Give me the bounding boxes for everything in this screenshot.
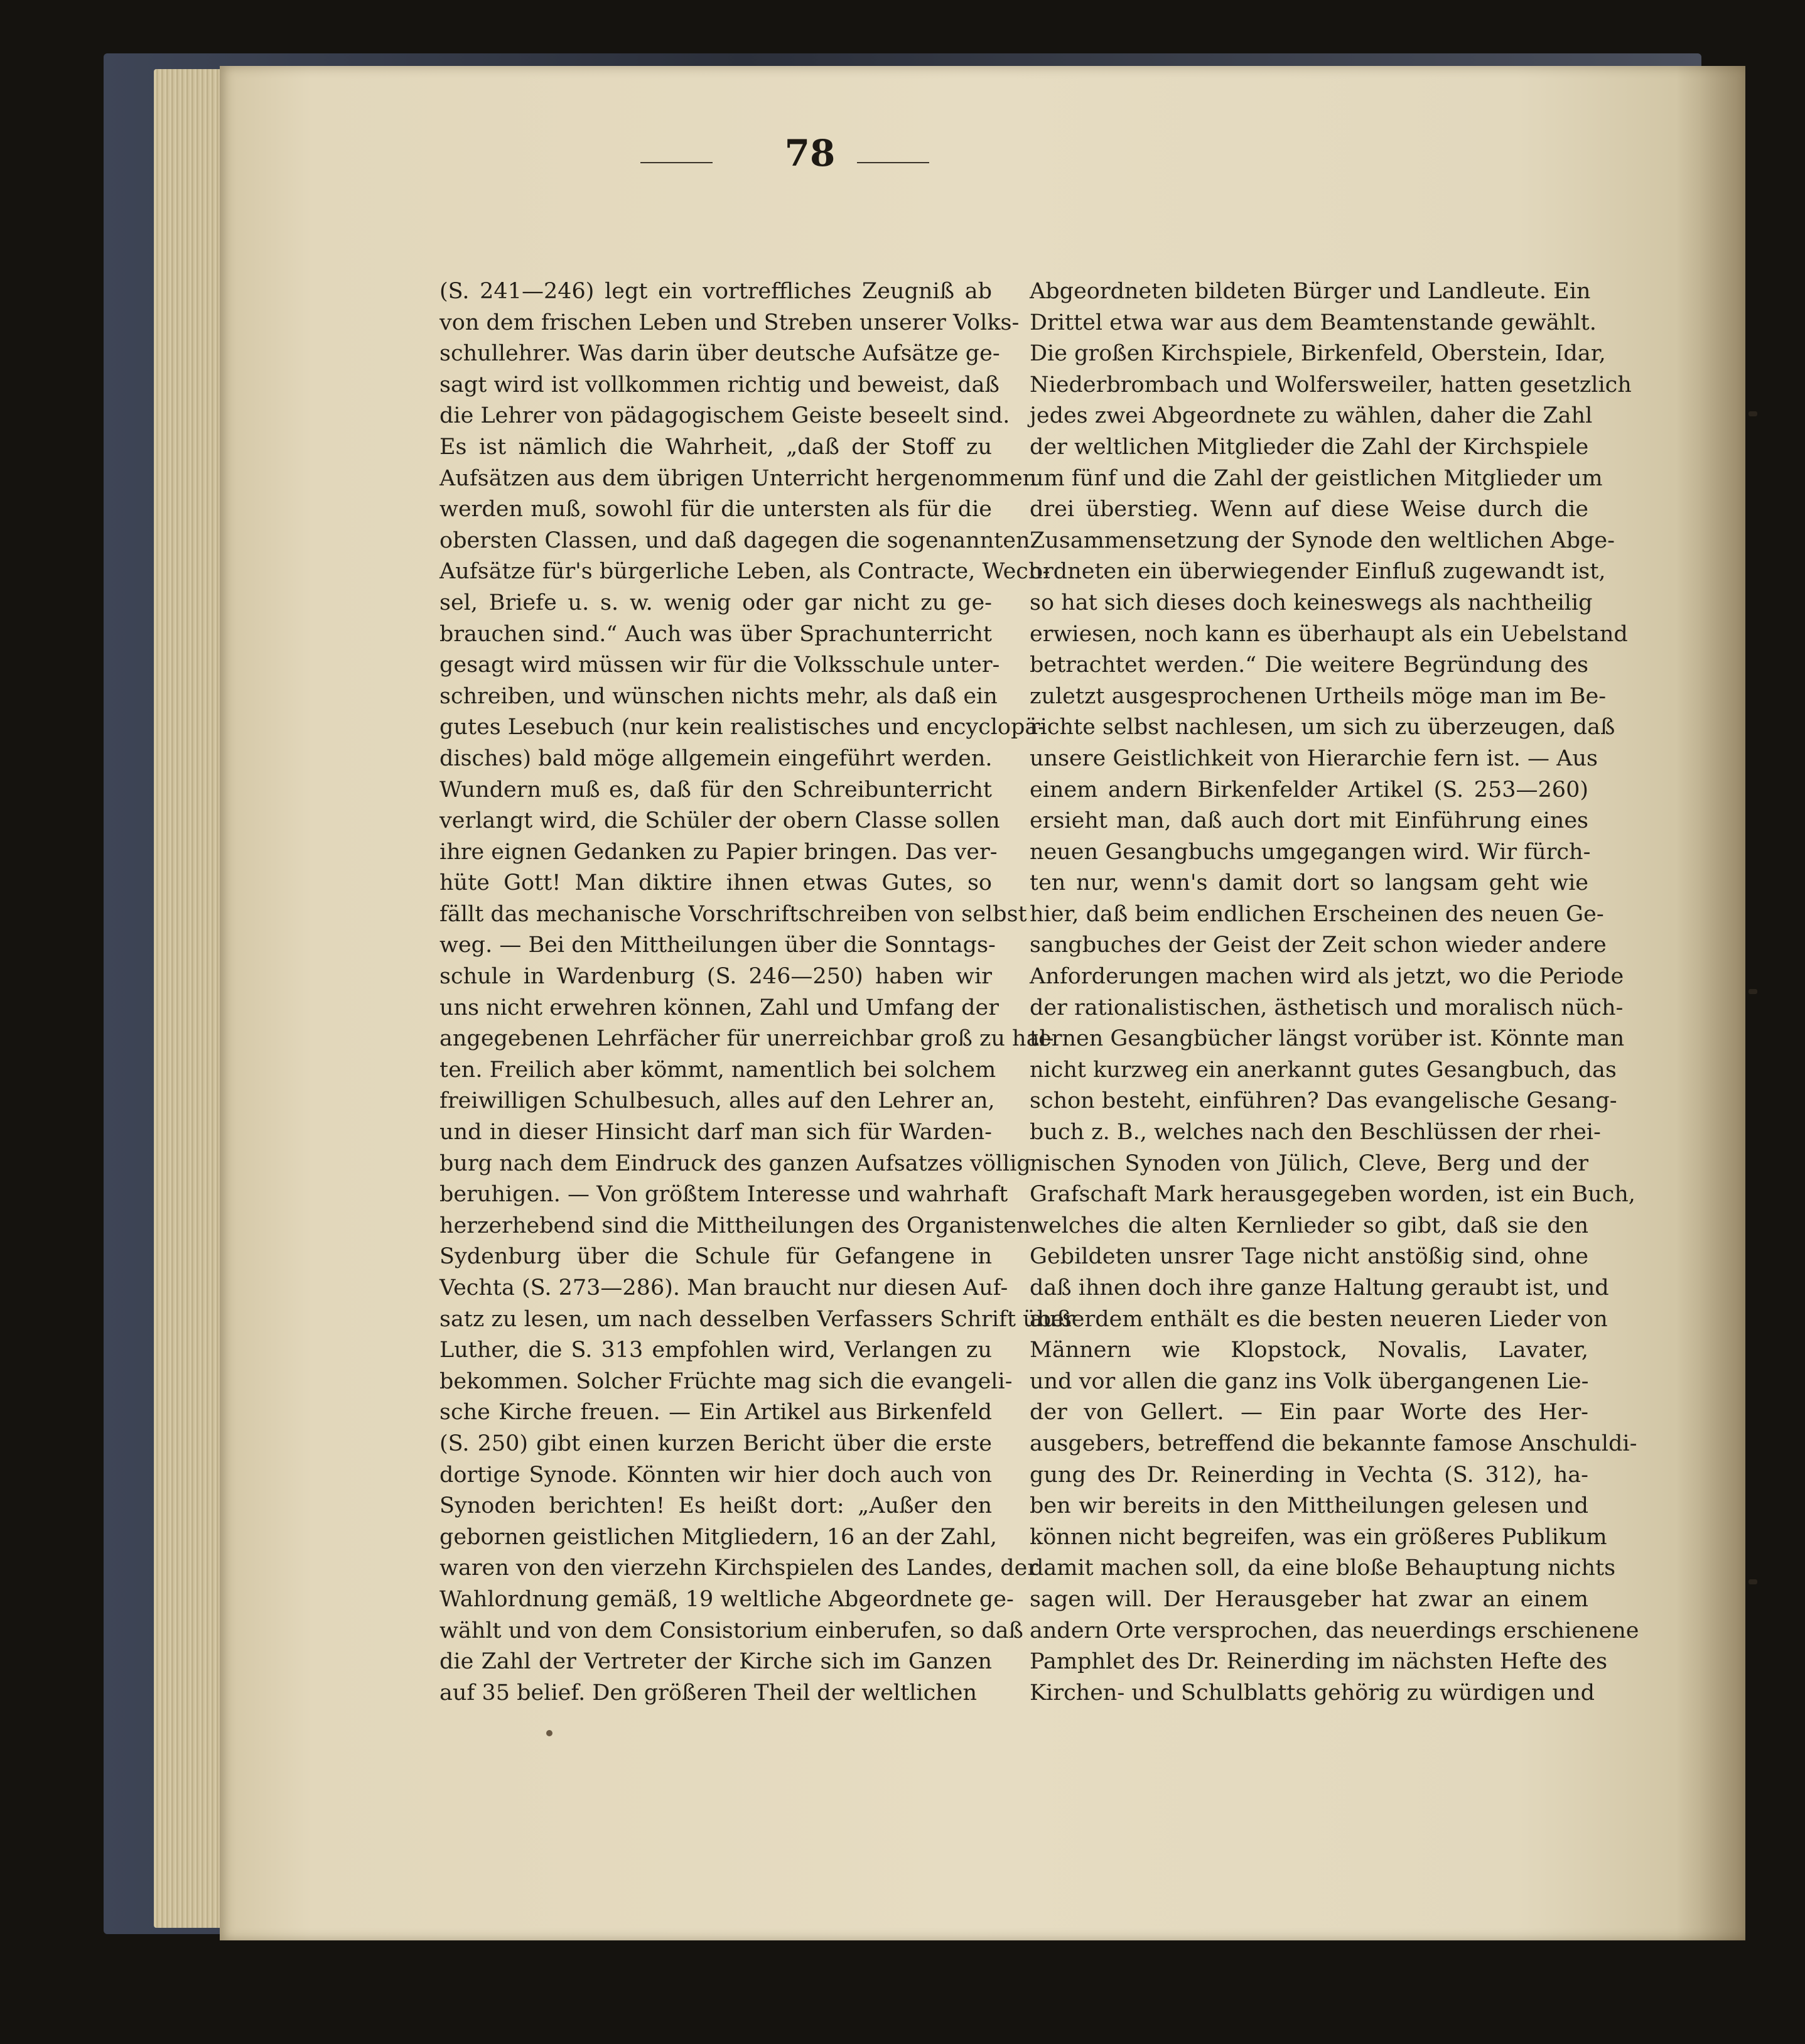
text-line: (S. 250) gibt einen kurzen Bericht über die erste	[439, 1430, 992, 1456]
text-line: ausgebers, betreffend die bekannte famose Anschuldi-	[1030, 1430, 1637, 1456]
text-line: drei überstieg. Wenn auf diese Weise durch die	[1030, 497, 1588, 522]
text-line: brauchen sind.“ Auch was über Sprachunterricht	[439, 621, 992, 647]
text-line: weg. — Bei den Mittheilungen über die Sonntags-	[439, 933, 996, 958]
text-line: bekommen. Solcher Früchte mag sich die evangeli-	[439, 1368, 1013, 1394]
text-line: betrachtet werden.“ Die weitere Begründung des	[1030, 652, 1588, 678]
text-line: sagt wird ist vollkommen richtig und beweist, daß	[439, 372, 999, 397]
text-line: werden muß, sowohl für die untersten als für die	[439, 497, 992, 522]
text-line: verlangt wird, die Schüler der obern Classe sollen	[439, 808, 1000, 834]
text-line: sangbuches der Geist der Zeit schon wieder andere	[1030, 933, 1607, 958]
text-line: Drittel etwa war aus dem Beamtenstande gewählt.	[1030, 310, 1597, 335]
paper-stain	[546, 1730, 552, 1736]
text-line: beruhigen. — Von größtem Interesse und wahrhaft	[439, 1182, 1008, 1208]
text-line: ten. Freilich aber kömmt, namentlich bei solchem	[439, 1057, 996, 1083]
text-line: andern Orte versprochen, das neuerdings erschienene	[1030, 1618, 1639, 1643]
text-line: schreiben, und wünschen nichts mehr, als daß ein	[439, 683, 998, 709]
text-line: nischen Synoden von Jülich, Cleve, Berg und der	[1030, 1150, 1588, 1176]
text-line: Es ist nämlich die Wahrheit, „daß der Stoff zu	[439, 434, 992, 460]
text-line: ordneten ein überwiegender Einfluß zugewandt ist,	[1030, 559, 1606, 585]
text-line: daß ihnen doch ihre ganze Haltung geraubt ist, und	[1030, 1275, 1609, 1300]
text-line: können nicht begreifen, was ein größeres Publikum	[1030, 1524, 1607, 1550]
text-line: herzerhebend sind die Mittheilungen des Organisten	[439, 1213, 1031, 1238]
text-line: ternen Gesangbücher längst vorüber ist. Könnte man	[1030, 1026, 1625, 1052]
text-line: satz zu lesen, um nach desselben Verfassers Schrift über	[439, 1306, 1075, 1332]
text-line: ihre eignen Gedanken zu Papier bringen. Das ver-	[439, 839, 998, 865]
margin-mark	[1748, 1579, 1757, 1584]
text-line: unsere Geistlichkeit von Hierarchie fern ist. — Aus	[1030, 745, 1598, 771]
text-line: waren von den vierzehn Kirchspielen des Landes, der	[439, 1555, 1038, 1581]
text-line: gung des Dr. Reinerding in Vechta (S. 312), ha-	[1030, 1462, 1588, 1488]
text-line: Abgeordneten bildeten Bürger und Landleute. Ein	[1030, 279, 1591, 304]
text-line: Zusammensetzung der Synode den weltlichen Abge-	[1030, 527, 1615, 553]
text-line: und vor allen die ganz ins Volk übergangenen Lie-	[1030, 1368, 1589, 1394]
text-line: gutes Lesebuch (nur kein realistisches und encyclopä-	[439, 715, 1046, 740]
right-column	[1030, 276, 1639, 1709]
text-line: ersieht man, daß auch dort mit Einführung eines	[1030, 808, 1588, 834]
text-line: Kirchen- und Schulblatts gehörig zu würdigen und	[1030, 1680, 1595, 1706]
text-line: einem andern Birkenfelder Artikel (S. 253—260)	[1030, 777, 1588, 803]
text-line: Aufsätze für's bürgerliche Leben, als Contracte, Wech-	[439, 559, 1050, 585]
text-line: Pamphlet des Dr. Reinerding im nächsten Hefte des	[1030, 1649, 1608, 1675]
text-line: der rationalistischen, ästhetisch und moralisch nüch-	[1030, 995, 1624, 1020]
text-line: und in dieser Hinsicht darf man sich für Warden-	[439, 1120, 992, 1145]
text-line: sel, Briefe u. s. w. wenig oder gar nicht zu ge-	[439, 590, 992, 615]
text-line: angegebenen Lehrfächer für unerreichbar groß zu hal-	[439, 1026, 1054, 1052]
text-line: außerdem enthält es die besten neueren Lieder von	[1030, 1306, 1608, 1332]
text-line: von dem frischen Leben und Streben unserer Volks-	[439, 310, 1020, 335]
text-line: sagen will. Der Herausgeber hat zwar an einem	[1030, 1586, 1588, 1612]
text-line: so hat sich dieses doch keineswegs als nachtheilig	[1030, 590, 1593, 615]
header-rule-left	[640, 162, 713, 163]
text-line: sche Kirche freuen. — Ein Artikel aus Birkenfeld	[439, 1400, 992, 1425]
text-line: Wahlordnung gemäß, 19 weltliche Abgeordnete ge-	[439, 1586, 1014, 1612]
text-line: Anforderungen machen wird als jetzt, wo die Periode	[1030, 964, 1624, 990]
text-line: (S. 241—246) legt ein vortreffliches Zeugniß ab	[439, 279, 992, 304]
text-line: Niederbrombach und Wolfersweiler, hatten gesetzlich	[1030, 372, 1632, 397]
gutter-shadow	[1676, 66, 1745, 1940]
text-line: schule in Wardenburg (S. 246—250) haben wir	[439, 964, 992, 990]
text-line: hier, daß beim endlichen Erscheinen des neuen Ge-	[1030, 901, 1604, 927]
text-line: freiwilligen Schulbesuch, alles auf den Lehrer an,	[439, 1088, 995, 1114]
text-line: uns nicht erwehren können, Zahl und Umfang der	[439, 995, 999, 1020]
text-line: hüte Gott! Man diktire ihnen etwas Gutes, so	[439, 870, 992, 896]
text-line: wählt und von dem Consistorium einberufen, so daß	[439, 1618, 1023, 1643]
text-line: nicht kurzweg ein anerkannt gutes Gesangbuch, das	[1030, 1057, 1617, 1083]
text-line: Gebildeten unsrer Tage nicht anstößig sind, ohne	[1030, 1244, 1588, 1270]
text-line: fällt das mechanische Vorschriftschreiben von selbst	[439, 901, 1027, 927]
text-line: Die großen Kirchspiele, Birkenfeld, Oberstein, Idar,	[1030, 341, 1606, 367]
text-line: Grafschaft Mark herausgegeben worden, ist ein Buch,	[1030, 1182, 1635, 1208]
text-line: damit machen soll, da eine bloße Behauptung nichts	[1030, 1555, 1616, 1581]
text-line: Luther, die S. 313 empfohlen wird, Verlangen zu	[439, 1338, 992, 1363]
text-line: die Lehrer von pädagogischem Geiste beseelt sind.	[439, 403, 1010, 429]
text-line: der weltlichen Mitglieder die Zahl der Kirchspiele	[1030, 434, 1589, 460]
text-line: erwiesen, noch kann es überhaupt als ein Uebelstand	[1030, 621, 1628, 647]
text-line: schon besteht, einführen? Das evangelische Gesang-	[1030, 1088, 1617, 1114]
text-line: dortige Synode. Könnten wir hier doch auch von	[439, 1462, 992, 1488]
text-line: Männern wie Klopstock, Novalis, Lavater,	[1030, 1338, 1588, 1363]
text-line: um fünf und die Zahl der geistlichen Mitglieder um	[1030, 465, 1603, 491]
text-line: gebornen geistlichen Mitgliedern, 16 an der Zahl,	[439, 1524, 997, 1550]
text-line: gesagt wird müssen wir für die Volksschule unter-	[439, 652, 1000, 678]
text-line: burg nach dem Eindruck des ganzen Aufsatzes völlig	[439, 1150, 1031, 1176]
text-line: ten nur, wenn's damit dort so langsam geht wie	[1030, 870, 1588, 896]
text-line: auf 35 belief. Den größeren Theil der weltlichen	[439, 1680, 977, 1706]
text-line: neuen Gesangbuchs umgegangen wird. Wir fürch-	[1030, 839, 1591, 865]
page-number: 78	[784, 132, 836, 175]
margin-mark	[1748, 989, 1757, 994]
text-line: jedes zwei Abgeordnete zu wählen, daher die Zahl	[1030, 403, 1593, 429]
text-line: zuletzt ausgesprochenen Urtheils möge man im Be-	[1030, 683, 1607, 709]
text-line: der von Gellert. — Ein paar Worte des Her-	[1030, 1400, 1588, 1425]
text-line: buch z. B., welches nach den Beschlüssen der rhei-	[1030, 1120, 1601, 1145]
left-column	[439, 276, 1075, 1709]
text-line: Synoden berichten! Es heißt dort: „Außer den	[439, 1493, 992, 1519]
text-line: Aufsätzen aus dem übrigen Unterricht hergenommen	[439, 465, 1037, 491]
text-line: Sydenburg über die Schule für Gefangene in	[439, 1244, 992, 1270]
margin-mark	[1748, 411, 1757, 416]
text-line: disches) bald möge allgemein eingeführt werden.	[439, 745, 993, 771]
page-edges	[154, 69, 229, 1928]
text-line: ben wir bereits in den Mittheilungen gelesen und	[1030, 1493, 1588, 1519]
text-line: Wundern muß es, daß für den Schreibunterricht	[439, 777, 992, 803]
text-line: welches die alten Kernlieder so gibt, daß sie den	[1030, 1213, 1588, 1238]
text-line: schullehrer. Was darin über deutsche Aufsätze ge-	[439, 341, 1000, 367]
text-line: richte selbst nachlesen, um sich zu überzeugen, daß	[1030, 715, 1615, 740]
header-rule-right	[857, 162, 929, 163]
text-line: die Zahl der Vertreter der Kirche sich im Ganzen	[439, 1649, 992, 1675]
text-line: obersten Classen, und daß dagegen die sogenannten	[439, 527, 1030, 553]
text-line: Vechta (S. 273—286). Man braucht nur diesen Auf-	[439, 1275, 1008, 1300]
